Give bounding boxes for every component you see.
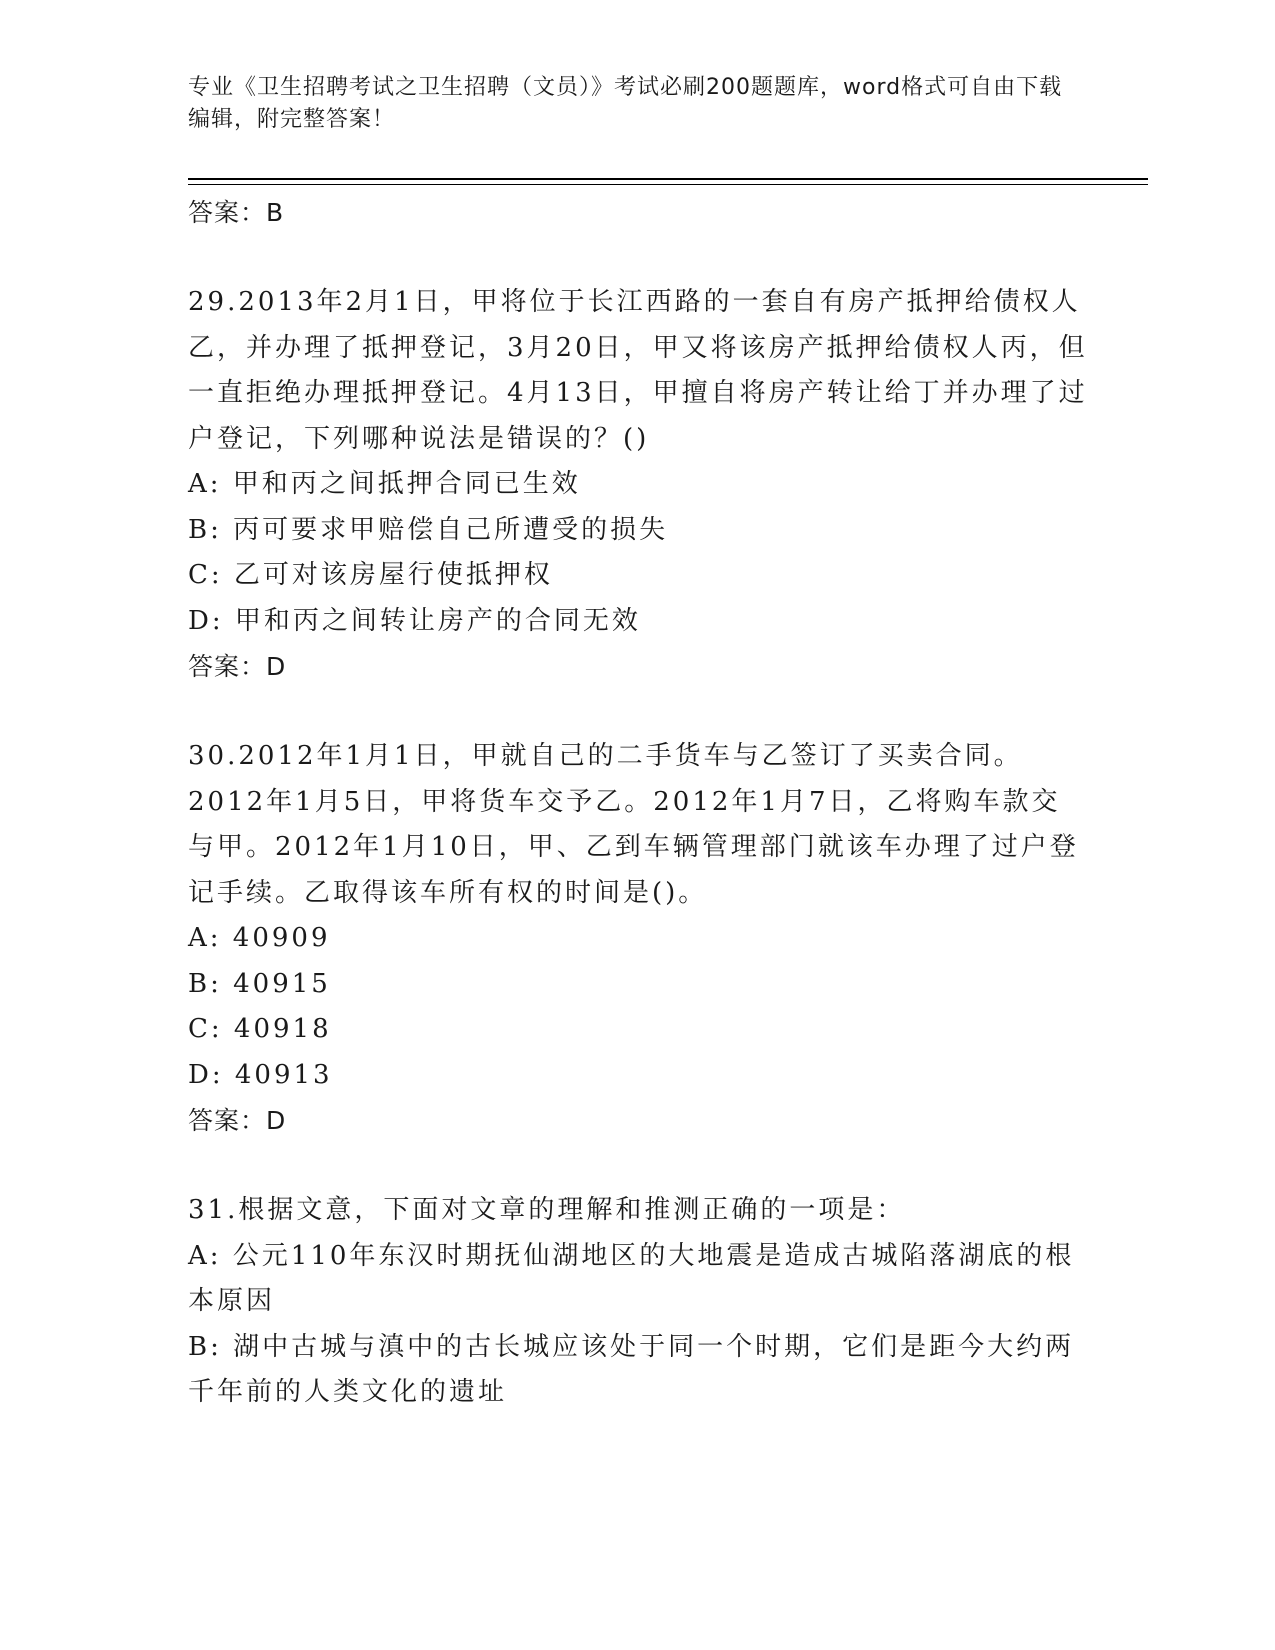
header-divider-thick: [188, 178, 1148, 180]
question-30-option-c: C: 40918: [188, 1014, 332, 1044]
question-31-option-b: B: 湖中古城与滇中的古长城应该处于同一个时期，它们是距今大约两千年前的人类文化的遗址: [188, 1331, 1075, 1407]
question-30-option-a: A: 40909: [188, 923, 331, 953]
question-30: [188, 734, 1088, 1143]
question-29: [188, 280, 1088, 689]
question-31: [188, 1188, 1088, 1416]
header-divider-thin: [188, 184, 1148, 185]
question-31-option-a: A: 公元110年东汉时期抚仙湖地区的大地震是造成古城陷落湖底的根本原因: [188, 1240, 1075, 1316]
spacer: [188, 1143, 1088, 1188]
document-content: [188, 190, 1088, 1416]
question-29-answer: 答案：D: [188, 652, 287, 681]
answer-previous-question: 答案：B: [188, 198, 285, 227]
question-29-option-c: C: 乙可对该房屋行使抵押权: [188, 560, 553, 590]
question-30-answer: 答案：D: [188, 1106, 287, 1135]
question-29-text: 29.2013年2月1日，甲将位于长江西路的一套自有房产抵押给债权人乙，并办理了抵押登记，3月20日，甲又将该房产抵押给债权人丙，但一直拒绝办理抵押登记。4月13日，甲擅自将房产转让给丁并办理了过户登记，下列哪种说法是错误的？(): [188, 287, 1088, 454]
question-29-option-d: D: 甲和丙之间转让房产的合同无效: [188, 605, 641, 636]
question-31-text: 31.根据文意，下面对文章的理解和推测正确的一项是：: [188, 1195, 906, 1225]
question-30-option-b: B: 40915: [188, 968, 331, 999]
document-header: 专业《卫生招聘考试之卫生招聘（文员）》考试必刷200题题库，word格式可自由下载编辑，附完整答案！: [188, 75, 1063, 132]
question-30-text: 30.2012年1月1日，甲就自己的二手货车与乙签订了买卖合同。2012年1月5日，甲将货车交予乙。2012年1月7日，乙将购车款交与甲。2012年1月10日，甲、乙到车辆管理部门就该车办理了过户登记手续。乙取得该车所有权的时间是()。: [188, 741, 1079, 908]
question-30-option-d: D: 40913: [188, 1059, 333, 1090]
question-29-option-a: A: 甲和丙之间抵押合同已生效: [188, 469, 581, 499]
spacer: [188, 235, 1088, 280]
question-29-option-b: B: 丙可要求甲赔偿自己所遭受的损失: [188, 514, 669, 545]
spacer: [188, 689, 1088, 734]
